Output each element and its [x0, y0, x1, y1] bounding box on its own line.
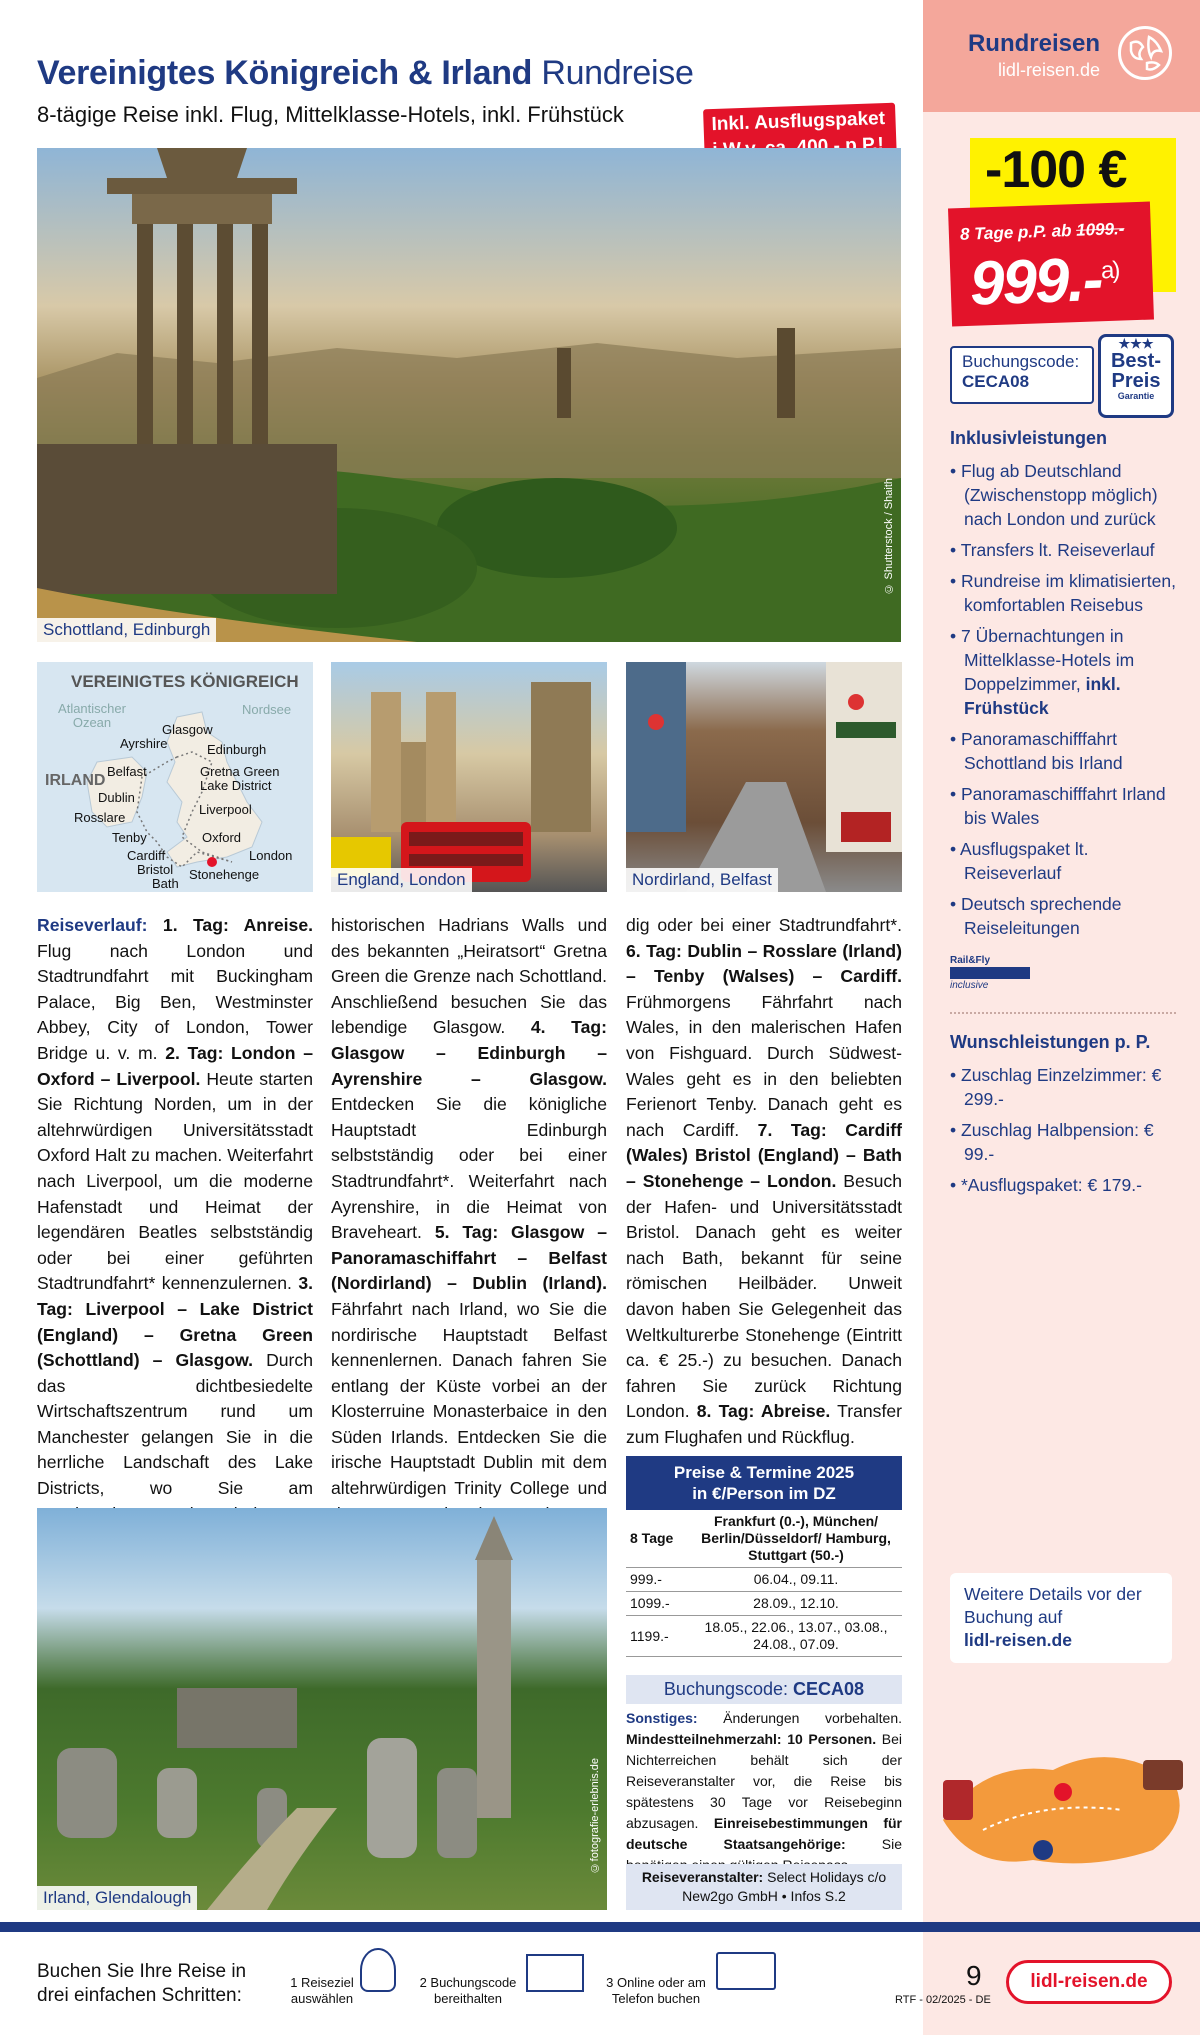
photo-credit: © Shutterstock / Shaith — [883, 478, 895, 595]
table-row — [626, 1616, 902, 1657]
excursion-sticker: Inkl. Ausflugspaket — [703, 103, 897, 168]
stars-icon: ★★★ — [1118, 336, 1154, 351]
list-item: • Panoramaschifffahrt Schottland bis Irland — [950, 727, 1176, 775]
list-item: • Flug ab Deutschland (Zwischenstopp möglich) nach London und zurück — [950, 459, 1176, 531]
dates-cell: 18.05., 22.06., 13.07., 03.08., 24.08., 07.09. — [690, 1616, 902, 1657]
extras-section — [950, 1032, 1176, 1232]
lidl-reisen-button[interactable]: lidl-reisen.de — [1006, 1960, 1172, 2004]
map-city: Stonehenge — [189, 867, 260, 882]
photo-belfast — [626, 662, 902, 892]
list-item: • Rundreise im klimatisierten, komfortablen Reisebus — [950, 569, 1176, 617]
list-item: • Zuschlag Einzelzimmer: € 299.- — [950, 1063, 1176, 1111]
booking-code-bar: Buchungscode: CECA08 — [626, 1675, 902, 1704]
price-cell: 1099.- — [626, 1592, 690, 1616]
extras-list — [950, 1063, 1176, 1197]
photo-london — [331, 662, 607, 892]
page-subtitle: 8-tägige Reise inkl. Flug, Mittelklasse-Hotels, inkl. Frühstück — [37, 102, 624, 127]
booking-code-box: Buchungscode: CECA08 — [950, 346, 1094, 404]
dates-cell: 28.09., 12.10. — [690, 1592, 902, 1616]
map-city: Belfast — [107, 764, 147, 779]
photo-caption: Nordirland, Belfast — [626, 868, 778, 892]
map-city: Rosslare — [74, 810, 126, 825]
price-table — [626, 1456, 902, 1657]
dates-cell: 06.04., 09.11. — [690, 1568, 902, 1592]
map-label-atlantic: Atlantischer Ozean — [58, 701, 126, 730]
map-city: Oxford — [202, 830, 242, 845]
table-row — [626, 1510, 902, 1568]
map-city: Bristol — [137, 862, 174, 877]
laptop-phone-icon — [716, 1952, 776, 1990]
map-city: Lake District — [200, 778, 272, 793]
photo-credit: ©fotografie-erlebnis.de — [589, 1758, 601, 1874]
map-city: Ayrshire — [120, 736, 168, 751]
map-label-nordsee: Nordsee — [242, 702, 292, 717]
price-cell: 999.- — [626, 1568, 690, 1592]
table-row — [626, 1568, 902, 1592]
tour-operator: Reiseveranstalter: Select Holidays c/o New2go GmbH • Infos S.2 — [626, 1864, 902, 1910]
map-city: Gretna Green — [200, 764, 280, 779]
inclusive-title: Inklusivleistungen — [950, 428, 1108, 448]
list-item: • Deutsch sprechende Reiseleitungen — [950, 892, 1176, 940]
list-item: • *Ausflugspaket: € 179.- — [950, 1173, 1176, 1197]
page-number: 9 — [966, 1960, 982, 1991]
globe-hand-icon — [360, 1948, 396, 1992]
photo-edinburgh — [37, 148, 901, 642]
brand-url[interactable]: lidl-reisen.de — [997, 60, 1100, 80]
step-2: 2 Buchungscode bereithalten — [419, 1975, 517, 2006]
map-city: Dublin — [98, 790, 135, 805]
itinerary-column-2: historischen Hadrians Walls und des bekannten „Heiratsort“ Gretna Green die Grenze nach Schottland. Anschließend besuchen Sie das lebendige Glasgow. 4. Tag: Glasgow – Edinburgh – Ayrenshire – Glasgow. Entdecken Sie die königliche Hauptstadt Edinburgh selbstständig oder bei einer Stadtrundfahrt*. Weiterfahrt nach Ayrenshire, in die Heimat von Braveheart. 5. Tag: Glasgow – Panoramaschiffahrt – Belfast (Nordirland) – Dublin (Irland). Fährfahrt nach Irland, wo Sie die nordirische Hauptstadt Belfast kennenlernen. Danach fahren Sie entlang der Küste vorbei an der Klosterruine Monasterbaice in den Süden Irlands. Entdecken Sie die irische Hauptstadt Dublin mit dem altehrwürdigen Trinity College und — [331, 915, 607, 1499]
footer-text: Buchen Sie Ihre Reise in drei einfachen Schritten: — [37, 1961, 247, 2006]
map-city: Edinburgh — [207, 742, 267, 757]
step-1: 1 Reiseziel auswählen — [290, 1975, 354, 2006]
catalog-icon — [526, 1954, 584, 1992]
inclusive-list — [950, 459, 1176, 940]
map-city: Tenby — [112, 830, 147, 845]
list-item: • Ausflugspaket lt. Reiseverlauf — [950, 837, 1176, 885]
itinerary-column-3: dig oder bei einer Stadtrundfahrt*. 6. Tag: Dublin – Rosslare (Irland) – Tenby (Walses) – Cardiff. Frühmorgens Fährfahrt nach Wales, in den malerischen Hafen von Fishguard. Durch Südwest-Wales geht es in den beliebten Ferienort Tenby. Danach geht es nach Cardiff. 7. Tag: Cardiff (Wales) Bristol (England) – Bath – Stonehenge – London. Besuch der Hafen- und Universitätsstadt Bristol. Danach geht es weiter nach Bath, bekannt für seine römischen Heilbäder. Unweit davon haben Sie Gelegenheit das Weltkulturerbe Stonehenge (Eintritt ca. € 25.-) zu besuchen. Danach fahren Sie zurück Richtung London. 8. Tag: Abreise. Transfer zum Flughafen und Rückflug. — [626, 915, 903, 1447]
extras-title: Wunschleistungen p. P. — [950, 1032, 1151, 1052]
list-item: • Panoramaschifffahrt Irland bis Wales — [950, 782, 1176, 830]
map-city: Bath — [152, 876, 179, 891]
table-row — [626, 1592, 902, 1616]
list-item: • Zuschlag Halbpension: € 99.- — [950, 1118, 1176, 1166]
page-title: Vereinigtes Königreich & Irland Rundreise — [37, 54, 694, 92]
list-item: • Transfers lt. Reiseverlauf — [950, 538, 1176, 562]
price-table-grid — [626, 1510, 902, 1657]
details-box[interactable]: Weitere Details vor der Buchung auf lidl-reisen.de — [950, 1573, 1172, 1663]
step-3: 3 Online oder am Telefon buchen — [606, 1975, 706, 2006]
globe-icon — [1118, 26, 1172, 80]
route-map — [37, 662, 313, 892]
misc-info: Sonstiges: Änderungen vorbehalten. Mindestteilnehmerzahl: 10 Personen. Bei Nichterreichen behält sich der Reiseveranstalter vor, die Reise bis spätestens 30 Tage vor Reisebeginn abzusagen. Einreisebestimmungen für deutsche Staatsangehörige: Sie — [626, 1710, 902, 1852]
list-item: • 7 Übernachtungen in Mittelklasse-Hotels im Doppelzimmer, inkl. Frühstück — [950, 624, 1176, 720]
brand-label: Rundreisen — [967, 30, 1100, 57]
railfly-badge: Rail&Fly inclusive — [950, 955, 1030, 991]
print-code: RTF - 02/2025 - DE — [895, 1994, 991, 2006]
map-city: Glasgow — [162, 722, 213, 737]
photo-caption: Schottland, Edinburgh — [37, 618, 216, 642]
price-value: 999.-$^{a)}$ — [968, 245, 1119, 319]
inclusive-section — [950, 428, 1176, 938]
price-cell: 1199.- — [626, 1616, 690, 1657]
divider — [950, 1012, 1176, 1014]
footer-bar — [0, 1922, 1200, 1932]
photo-caption: Irland, Glendalough — [37, 1886, 197, 1910]
db-logo-icon — [950, 967, 1030, 979]
travel-illustration — [923, 1700, 1200, 1890]
days-cell: 8 Tage — [626, 1510, 690, 1568]
map-city: London — [249, 848, 293, 863]
photo-caption: England, London — [331, 868, 472, 892]
map-title: VEREINIGTES KÖNIGREICH — [71, 672, 299, 691]
price-table-header: Preise & Termine 2025 in €/Person im DZ — [626, 1456, 902, 1510]
photo-glendalough — [37, 1508, 607, 1910]
saving-amount: -100 € — [985, 141, 1127, 199]
airports-cell: Frankfurt (0.-), München/ Berlin/Düsseldorf/ Hamburg, Stuttgart (50.-) — [690, 1510, 902, 1568]
best-price-badge: ★★★ Best- Preis Garantie — [1098, 334, 1174, 418]
itinerary-column-1: Reiseverlauf: 1. Tag: Anreise. Flug nach London und Stadtrundfahrt mit Buckingham Palace, Big Ben, Westminster Abbey, City of London, Tower Bridge u. v. m. 2. Tag: London – Oxford – Liverpool. Heute starten Sie Richtung Norden, um in der altehrwürdigen Universitätsstadt Oxford Halt zu machen. Weiterfahrt nach Liverpool, um die moderne Hafenstadt und Heimat der legendären Beatles selbstständig oder bei einer geführten Stadtrundfahrt* kennenzulernen. 3. Tag: Liverpool – Lake District (England) – Gretna Green (Schottland) – Glasgow. Durch das dichtbesiedelte Wirtschaftszentrum rund um Manchester gelangen Sie in die herrliche Landschaft des Lake Districts, wo Sie am — [37, 915, 314, 1499]
map-label-irland: IRLAND — [45, 772, 106, 789]
price-prefix: 8 Tage p.P. ab 1099.- — [959, 219, 1125, 244]
map-city: Liverpool — [199, 802, 252, 817]
map-city: Cardiff — [127, 848, 166, 863]
